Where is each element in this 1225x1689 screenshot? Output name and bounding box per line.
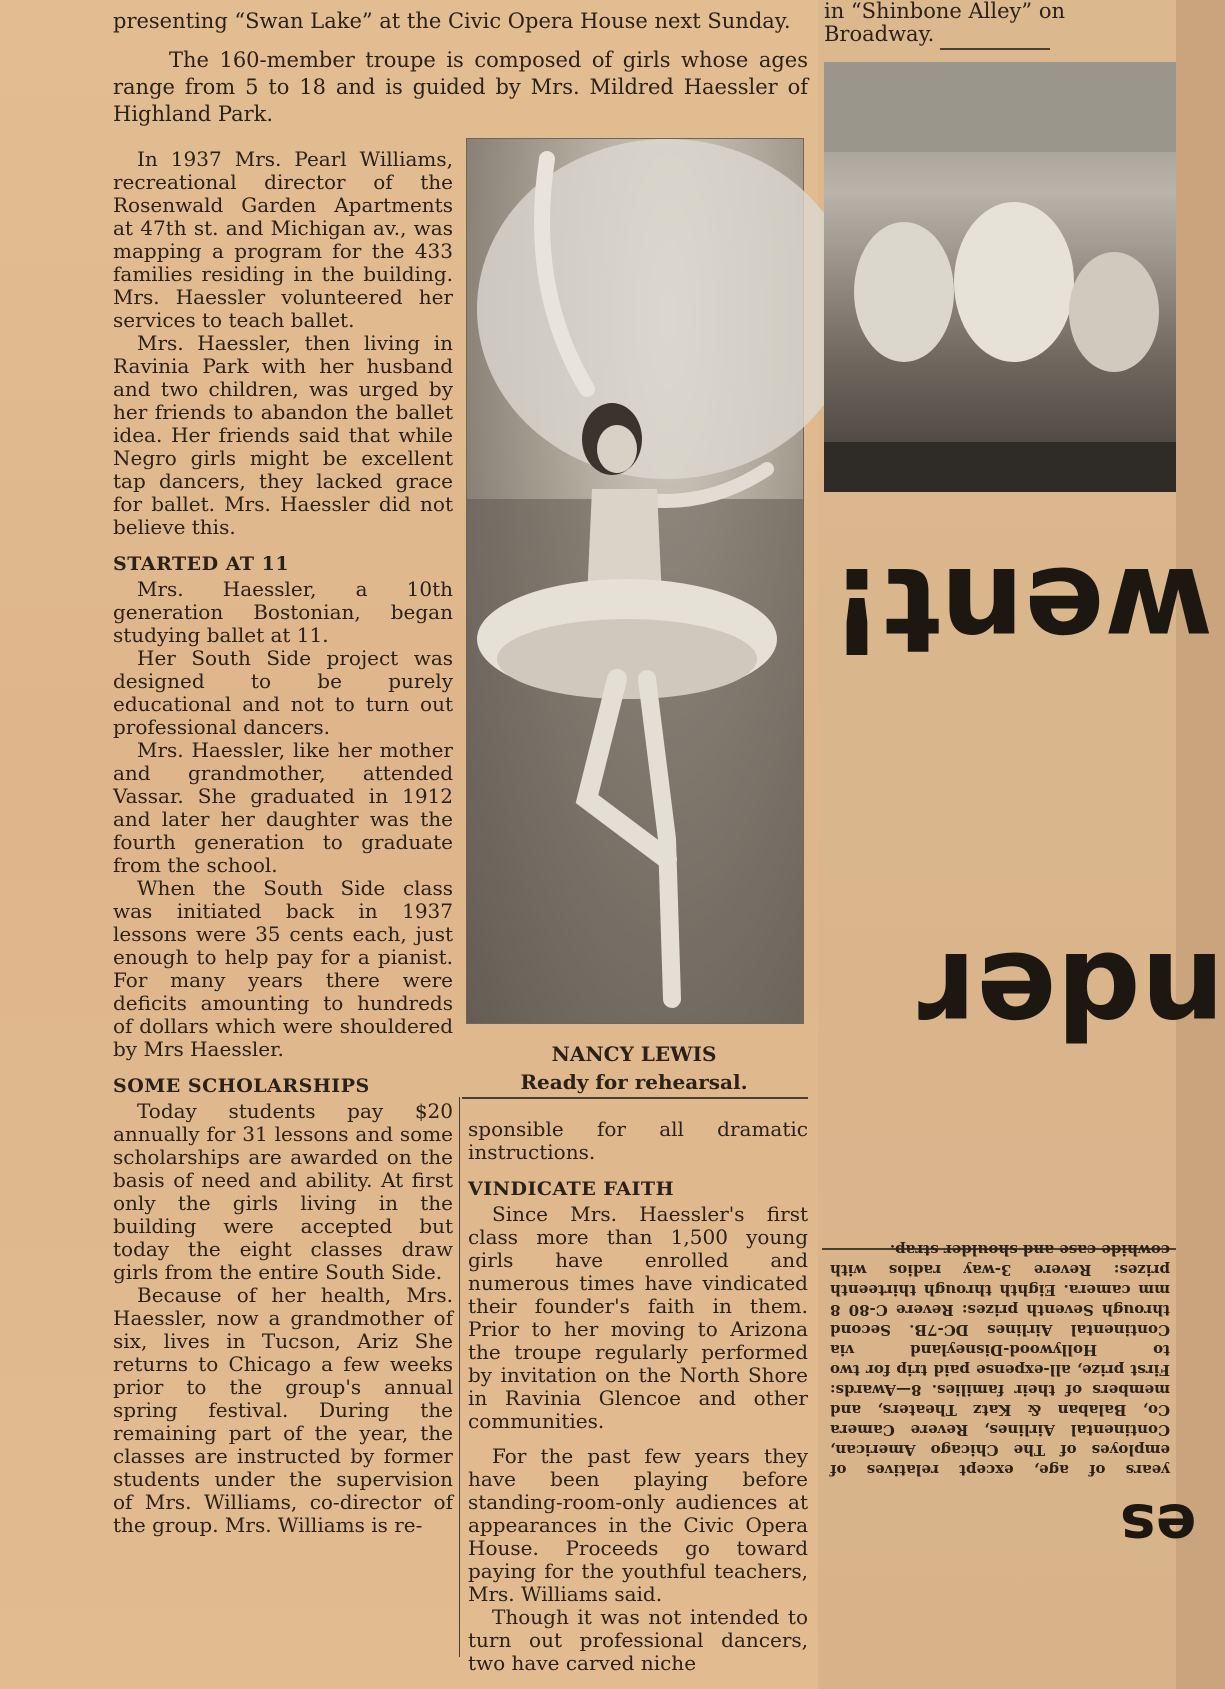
subheading: SOME SCHOLARSHIPS xyxy=(113,1075,370,1097)
headline-fragment: es xyxy=(1120,1490,1197,1560)
paragraph: When the South Side class was initiated back in 1937 lessons were 35 cents each, just enough to help pay for a pianist. For many years there were deficits amounting to hundreds of dollars which were shouldered by Mrs Haessler. xyxy=(113,876,453,1061)
middle-column xyxy=(468,1118,808,1675)
lead-paragraph: The 160-member troupe is composed of girls whose ages range from 5 to 18 and is guided by Mrs. Mildred Haessler of Highland Park. xyxy=(113,48,808,126)
paragraph: Since Mrs. Haessler's first class more than 1,500 young girls have enrolled and numerous times have vindicated their founder's faith in them. Prior to her moving to Arizona the troupe regularly performed by invitation on the North Shore in Ravinia Glencoe and other communities. xyxy=(468,1202,808,1433)
left-column xyxy=(113,148,453,1537)
right-column-text: in “Shinbone Alley” on Broadway. xyxy=(824,0,1065,46)
article-lead xyxy=(113,0,808,128)
photo-caption xyxy=(466,1040,802,1096)
paragraph: Though it was not intended to turn out professional dancers, two have carved niche xyxy=(468,1605,808,1675)
contest-fine-print xyxy=(830,1240,1170,1480)
caption-rule xyxy=(462,1097,808,1099)
paragraph: In 1937 Mrs. Pearl Williams, recreational director of the Rosenwald Garden Apartments at 47th st. and Michigan av., was mapping a program for the 433 families residing in the building. Mrs. Haessler volunteered her services to teach ballet. xyxy=(113,147,453,332)
paragraph: Mrs. Haessler, then living in Ravinia Park with her husband and two children, was urged by her friends to abandon the ballet idea. Her friends said that while Negro girls might be excellent tap dancers, they lacked grace for ballet. Mrs. Haessler did not believe this. xyxy=(113,331,453,539)
headline-fragment: nder xyxy=(918,926,1225,1064)
ballerina-figure xyxy=(467,139,803,1023)
caption-text: Ready for rehearsal. xyxy=(520,1070,748,1094)
caption-name: NANCY LEWIS xyxy=(551,1042,717,1066)
paragraph: sponsible for all dramatic instructions. xyxy=(468,1117,808,1164)
fine-print-text: years of age, except relatives of employes of The Chicago American, Continental Airlines, Revere Camera Co, Balaban & Katz Theaters, and members of their families. 8—Awards: First prize, all-expense paid trip for two to Hollywood-Disneyland via Continental Airlines DC-7B. Second through Seventh prizes: Revere C-80 8 mm camera. Eighth through thirteenth prizes: Revere 3-way radios with cowhide case and shoulder strap. xyxy=(830,1241,1170,1479)
paragraph: For the past few years they have been playing before standing-room-only audiences at appearances in the Civic Opera House. Proceeds go toward paying for the youthful teachers, Mrs. Williams said. xyxy=(468,1444,808,1606)
paragraph: Because of her health, Mrs. Haessler, now a grandmother of six, lives in Tucson, Ariz She returns to Chicago a few weeks prior to the group's annual spring festival. During the remaining part of the year, the classes are instructed by former students under the supervision of Mrs. Williams, co-director of the group. Mrs. Williams is re- xyxy=(113,1283,453,1537)
right-rule xyxy=(940,48,1050,50)
paragraph: Mrs. Haessler, like her mother and grandmother, attended Vassar. She graduated in 1912 and later her daughter was the fourth generation to graduate from the school. xyxy=(113,738,453,877)
subheading: STARTED AT 11 xyxy=(113,553,290,575)
ad-photo xyxy=(824,62,1176,492)
paragraph: Mrs. Haessler, a 10th generation Bostonian, began studying ballet at 11. xyxy=(113,577,453,647)
subheading: VINDICATE FAITH xyxy=(468,1178,675,1200)
dancer-photo xyxy=(466,138,804,1024)
paragraph: Today students pay $20 annually for 31 lessons and some scholarships are awarded on the basis of need and ability. At first only the girls living in the building were accepted but today the eight classes draw girls from the entire South Side. xyxy=(113,1099,453,1284)
paragraph: Her South Side project was designed to be purely educational and not to turn out professional dancers. xyxy=(113,646,453,739)
headline-fragment: went! xyxy=(830,541,1214,679)
lead-line: presenting “Swan Lake” at the Civic Opera House next Sunday. xyxy=(113,9,791,33)
ad-photo-figures xyxy=(824,62,1176,492)
column-rule xyxy=(459,1097,460,1657)
